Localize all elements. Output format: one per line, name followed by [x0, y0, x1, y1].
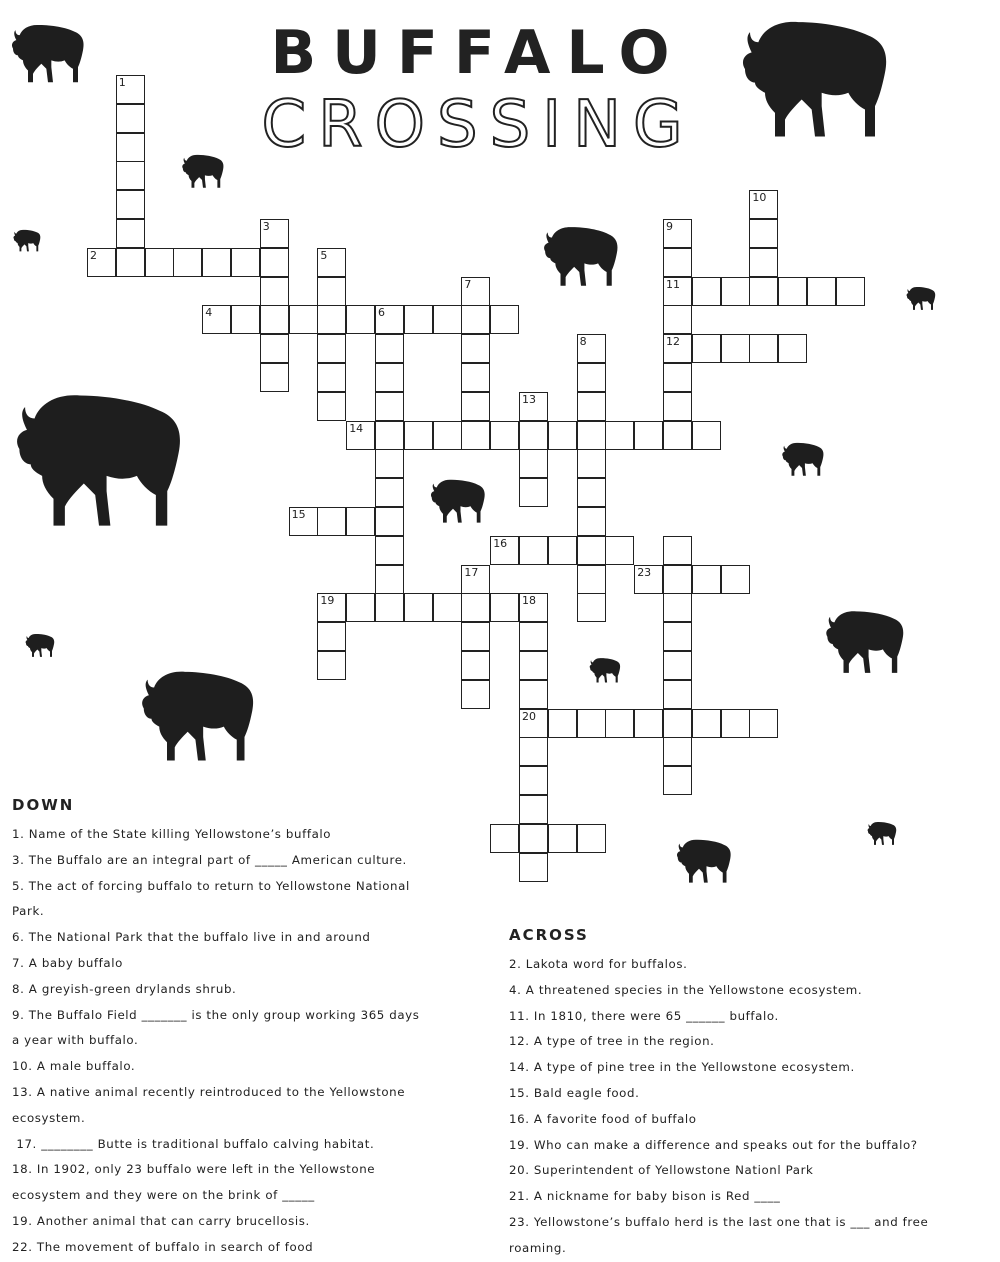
clue-number: 8 [579, 335, 587, 349]
clue-number: 14 [349, 421, 364, 435]
crossword-cell[interactable] [346, 507, 375, 536]
crossword-cell[interactable] [577, 363, 606, 392]
across-clue: 20. Superintendent of Yellowstone Nationl Park [509, 1163, 814, 1178]
crossword-cell[interactable] [663, 248, 692, 277]
crossword-cell[interactable] [490, 824, 519, 853]
bison-silhouette-icon [540, 222, 622, 289]
across-heading: ACROSS [509, 926, 589, 944]
crossword-cell[interactable] [375, 449, 404, 478]
crossword-cell[interactable] [519, 795, 548, 824]
crossword-cell[interactable] [375, 478, 404, 507]
across-clue-list [509, 952, 989, 1262]
crossword-cell[interactable] [577, 507, 606, 536]
crossword-cell[interactable] [519, 737, 548, 766]
crossword-cell[interactable] [663, 536, 692, 565]
crossword-cell[interactable] [116, 190, 145, 219]
clue-number: 13 [522, 392, 536, 406]
bison-silhouette-icon [905, 285, 937, 311]
clue-number: 7 [464, 277, 472, 291]
crossword-cell[interactable] [577, 709, 606, 738]
crossword-cell[interactable] [749, 219, 778, 248]
across-clue: 23. Yellowstone’s buffalo herd is the last one that is ___ and free [509, 1214, 929, 1229]
crossword-cell[interactable] [663, 305, 692, 334]
crossword-cell[interactable] [317, 248, 346, 277]
crossword-cell[interactable] [375, 334, 404, 363]
crossword-cell[interactable] [375, 421, 404, 450]
crossword-cell[interactable] [260, 219, 289, 248]
crossword-cell[interactable] [519, 449, 548, 478]
crossword-cell[interactable] [116, 161, 145, 190]
crossword-cell[interactable] [548, 421, 577, 450]
crossword-cell[interactable] [490, 536, 519, 565]
crossword-cell[interactable] [317, 334, 346, 363]
crossword-cell[interactable] [461, 622, 490, 651]
crossword-cell[interactable] [317, 392, 346, 421]
crossword-cell[interactable] [375, 392, 404, 421]
clue-number: 18 [522, 594, 536, 608]
crossword-cell[interactable] [461, 680, 490, 709]
crossword-cell[interactable] [461, 334, 490, 363]
crossword-cell[interactable] [807, 277, 836, 306]
crossword-cell[interactable] [461, 421, 490, 450]
crossword-cell[interactable] [461, 305, 490, 334]
crossword-cell[interactable] [116, 75, 145, 104]
crossword-cell[interactable] [116, 248, 145, 277]
clue-number: 23 [637, 565, 652, 579]
crossword-cell[interactable] [317, 363, 346, 392]
crossword-cell[interactable] [749, 277, 778, 306]
crossword-cell[interactable] [173, 248, 202, 277]
crossword-cell[interactable] [346, 593, 375, 622]
crossword-cell[interactable] [577, 824, 606, 853]
crossword-cell[interactable] [461, 392, 490, 421]
crossword-cell[interactable] [519, 392, 548, 421]
crossword-cell[interactable] [721, 709, 750, 738]
crossword-cell[interactable] [461, 277, 490, 306]
crossword-cell[interactable] [548, 709, 577, 738]
crossword-cell[interactable] [605, 536, 634, 565]
down-clue: 19. Another animal that can carry brucellosis. [12, 1213, 310, 1228]
crossword-cell[interactable] [692, 277, 721, 306]
crossword-cell[interactable] [375, 565, 404, 594]
down-clue: ecosystem and they were on the brink of _____ [12, 1188, 315, 1203]
crossword-cell[interactable] [692, 709, 721, 738]
down-clue: 17. ________ Butte is traditional buffalo calving habitat. [12, 1136, 375, 1151]
crossword-cell[interactable] [577, 536, 606, 565]
bison-silhouette-icon [588, 656, 622, 684]
crossword-cell[interactable] [260, 363, 289, 392]
across-clue: 4. A threatened species in the Yellowstone ecosystem. [509, 982, 863, 997]
down-clue: 6. The National Park that the buffalo live in and around [12, 930, 371, 945]
down-clue: 10. A male buffalo. [12, 1059, 136, 1074]
crossword-cell[interactable] [663, 680, 692, 709]
crossword-cell[interactable] [317, 622, 346, 651]
crossword-cell[interactable] [404, 593, 433, 622]
crossword-cell[interactable] [404, 305, 433, 334]
crossword-cell[interactable] [490, 421, 519, 450]
bison-silhouette-icon [8, 20, 88, 86]
across-clue: 16. A favorite food of buffalo [509, 1111, 697, 1126]
crossword-cell[interactable] [663, 709, 692, 738]
crossword-cell[interactable] [577, 334, 606, 363]
bison-silhouette-icon [866, 820, 898, 846]
crossword-cell[interactable] [260, 277, 289, 306]
crossword-cell[interactable] [577, 565, 606, 594]
crossword-cell[interactable] [519, 709, 548, 738]
crossword-cell[interactable] [519, 680, 548, 709]
crossword-cell[interactable] [577, 478, 606, 507]
crossword-cell[interactable] [461, 593, 490, 622]
crossword-cell[interactable] [548, 824, 577, 853]
crossword-cell[interactable] [577, 421, 606, 450]
bison-silhouette-icon [735, 12, 895, 143]
crossword-cell[interactable] [375, 507, 404, 536]
crossword-cell[interactable] [202, 248, 231, 277]
bison-silhouette-icon [780, 440, 826, 478]
crossword-cell[interactable] [87, 248, 116, 277]
crossword-cell[interactable] [749, 334, 778, 363]
clue-number: 4 [205, 306, 213, 320]
crossword-cell[interactable] [663, 565, 692, 594]
crossword-cell[interactable] [461, 565, 490, 594]
crossword-cell[interactable] [692, 421, 721, 450]
crossword-cell[interactable] [605, 421, 634, 450]
down-clue: 7. A baby buffalo [12, 955, 123, 970]
crossword-cell[interactable] [519, 536, 548, 565]
clue-number: 15 [291, 508, 306, 521]
crossword-cell[interactable] [461, 363, 490, 392]
down-clue: 5. The act of forcing buffalo to return to Yellowstone National [12, 878, 410, 893]
crossword-cell[interactable] [836, 277, 865, 306]
bison-silhouette-icon [428, 476, 488, 525]
down-clue: Park. [12, 904, 45, 919]
crossword-cell[interactable] [749, 190, 778, 219]
crossword-cell[interactable] [721, 277, 750, 306]
crossword-cell[interactable] [577, 593, 606, 622]
crossword-cell[interactable] [663, 651, 692, 680]
crossword-cell[interactable] [778, 277, 807, 306]
crossword-cell[interactable] [519, 593, 548, 622]
crossword-cell[interactable] [577, 392, 606, 421]
down-clue: 1. Name of the State killing Yellowstone’s buffalo [12, 827, 332, 841]
clue-number: 11 [666, 277, 680, 291]
crossword-cell[interactable] [519, 421, 548, 450]
crossword-cell[interactable] [663, 421, 692, 450]
crossword-cell[interactable] [317, 593, 346, 622]
crossword-cell[interactable] [346, 305, 375, 334]
bison-silhouette-icon [12, 228, 42, 253]
crossword-cell[interactable] [749, 709, 778, 738]
clue-number: 6 [378, 306, 385, 320]
down-clue: 8. A greyish-green drylands shrub. [12, 981, 237, 996]
crossword-cell[interactable] [721, 565, 750, 594]
crossword-cell[interactable] [231, 305, 260, 334]
crossword-cell[interactable] [490, 593, 519, 622]
bison-silhouette-icon [136, 664, 260, 766]
across-clue: 15. Bald eagle food. [509, 1085, 640, 1100]
across-clue: 11. In 1810, there were 65 ______ buffalo. [509, 1008, 779, 1023]
bison-silhouette-icon [822, 606, 908, 677]
crossword-cell[interactable] [634, 709, 663, 738]
clue-number: 10 [752, 191, 767, 205]
crossword-cell[interactable] [663, 392, 692, 421]
crossword-cell[interactable] [404, 421, 433, 450]
crossword-cell[interactable] [663, 363, 692, 392]
crossword-cell[interactable] [116, 219, 145, 248]
bison-silhouette-icon [8, 384, 190, 533]
crossword-cell[interactable] [260, 334, 289, 363]
crossword-cell[interactable] [231, 248, 260, 277]
crossword-cell[interactable] [260, 248, 289, 277]
across-clue: 2. Lakota word for buffalos. [509, 957, 688, 971]
down-clue: 22. The movement of buffalo in search of food [12, 1239, 314, 1254]
down-clue: ecosystem. [12, 1110, 86, 1125]
crossword-cell[interactable] [577, 449, 606, 478]
across-clue: 21. A nickname for baby bison is Red ____ [509, 1189, 781, 1204]
crossword-cell[interactable] [375, 305, 404, 334]
crossword-cell[interactable] [663, 277, 692, 306]
crossword-cell[interactable] [663, 737, 692, 766]
clue-number: 9 [666, 220, 673, 233]
crossword-cell[interactable] [778, 334, 807, 363]
down-clue: 18. In 1902, only 23 buffalo were left in the Yellowstone [12, 1162, 376, 1177]
crossword-cell[interactable] [433, 305, 462, 334]
crossword-cell[interactable] [519, 478, 548, 507]
crossword-cell[interactable] [519, 651, 548, 680]
clue-number: 1 [118, 76, 126, 89]
clue-number: 16 [493, 536, 508, 550]
clue-number: 19 [320, 594, 335, 608]
crossword-cell[interactable] [317, 305, 346, 334]
crossword-cell[interactable] [145, 248, 174, 277]
down-clue: 9. The Buffalo Field _______ is the only group working 365 days [12, 1007, 420, 1022]
crossword-cell[interactable] [605, 709, 634, 738]
crossword-cell[interactable] [375, 363, 404, 392]
across-clue: 19. Who can make a difference and speaks out for the buffalo? [509, 1137, 918, 1152]
crossword-cell[interactable] [634, 421, 663, 450]
down-clue: 13. A native animal recently reintroduced to the Yellowstone [12, 1084, 406, 1099]
crossword-cell[interactable] [663, 219, 692, 248]
crossword-cell[interactable] [692, 334, 721, 363]
crossword-cell[interactable] [692, 565, 721, 594]
bison-silhouette-icon [674, 836, 734, 885]
crossword-cell[interactable] [663, 334, 692, 363]
clue-number: 12 [666, 335, 680, 349]
bison-silhouette-icon [180, 152, 226, 190]
clue-number: 17 [464, 565, 479, 579]
crossword-cell[interactable] [289, 305, 318, 334]
across-clue: 12. A type of tree in the region. [509, 1034, 715, 1049]
down-clue: a year with buffalo. [12, 1033, 139, 1048]
crossword-cell[interactable] [461, 651, 490, 680]
crossword-cell[interactable] [116, 133, 145, 162]
across-clue: 14. A type of pine tree in the Yellowstone ecosystem. [509, 1060, 855, 1075]
crossword-cell[interactable] [519, 766, 548, 795]
title-buffalo: BUFFALO [270, 18, 686, 88]
crossword-cell[interactable] [433, 421, 462, 450]
bison-silhouette-icon [24, 632, 56, 658]
crossword-cell[interactable] [663, 766, 692, 795]
crossword-cell[interactable] [375, 593, 404, 622]
crossword-cell[interactable] [260, 305, 289, 334]
crossword-cell[interactable] [433, 593, 462, 622]
title-crossing: CROSSING [261, 88, 695, 162]
crossword-cell[interactable] [663, 593, 692, 622]
crossword-cell[interactable] [202, 305, 231, 334]
clue-number: 3 [262, 220, 270, 233]
clue-number: 20 [522, 709, 536, 723]
crossword-cell[interactable] [548, 536, 577, 565]
crossword-cell[interactable] [317, 507, 346, 536]
down-clue: 3. The Buffalo are an integral part of _____ American culture. [12, 852, 407, 867]
crossword-cell[interactable] [519, 853, 548, 882]
clue-number: 5 [320, 248, 328, 262]
across-clue: roaming. [509, 1240, 567, 1255]
crossword-cell[interactable] [317, 651, 346, 680]
down-heading: DOWN [12, 796, 75, 814]
crossword-cell[interactable] [721, 334, 750, 363]
crossword-cell[interactable] [289, 507, 318, 536]
crossword-cell[interactable] [663, 622, 692, 651]
crossword-cell[interactable] [116, 104, 145, 133]
crossword-cell[interactable] [346, 421, 375, 450]
crossword-cell[interactable] [519, 824, 548, 853]
crossword-cell[interactable] [317, 277, 346, 306]
crossword-cell[interactable] [519, 622, 548, 651]
clue-number: 2 [90, 248, 97, 262]
crossword-cell[interactable] [634, 565, 663, 594]
crossword-cell[interactable] [490, 305, 519, 334]
crossword-cell[interactable] [375, 536, 404, 565]
crossword-cell[interactable] [749, 248, 778, 277]
down-clue-list [12, 822, 482, 1261]
